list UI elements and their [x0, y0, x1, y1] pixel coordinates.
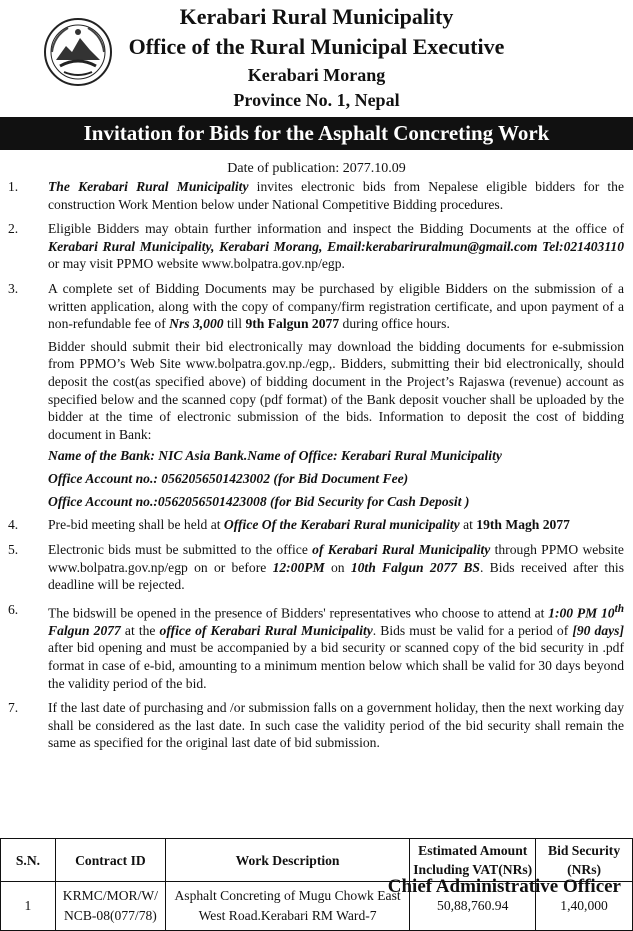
e-submission-paragraph: Bidder should submit their bid electronically may download the bidding documents for e-submission from PPMO’s Web Site www.bolpatra.gov.np./egp,. Bidders, submitting their bid electronically, should deposit the cost(as specified above) of bidding document in the Project’s Rajaswa (revenue) account as specified below and the scanned copy (pdf format) of the Bank deposit voucher shall be uploaded by the bidder at the time of electronic submission of the bids. Information to deposit the cost of bidding document in Bank:	[48, 338, 624, 442]
clause-text: during office hours.	[339, 316, 450, 332]
clause-text: invites electronic bids from Nepalese eligible bidders for the construction Work Mention below under National Competitive Bidding procedures.	[48, 179, 624, 212]
cell-estimated-amount: 50,88,760.94	[410, 882, 536, 931]
clause-number: 5.	[8, 541, 19, 557]
clause-text: on	[324, 559, 351, 575]
cell-contract-id: KRMC/MOR/W/ NCB-08(077/78)	[55, 882, 165, 931]
clause-1	[0, 178, 633, 213]
submission-time: 12:00PM	[272, 559, 325, 575]
signatory-title: Chief Administrative Officer	[387, 876, 621, 897]
cell-work-description: Asphalt Concreting of Mugu Chowk East West Road.Kerabari RM Ward-7	[165, 882, 409, 931]
clause-number: 4.	[8, 517, 19, 533]
fee-amount: Nrs 3,000	[169, 316, 224, 332]
clause-text: A complete set of Bidding Documents may be purchased by eligible Bidders on the submission of a written application, along with the copy of company/firm registration certificate, and upon payment of a non-refundable fee of	[48, 280, 624, 332]
validity-period: [90 days]	[572, 622, 624, 638]
clause-text: at	[459, 517, 477, 533]
opening-time: 1:00 PM 10	[548, 605, 615, 621]
clause-number: 2.	[8, 221, 19, 237]
municipality-name: Kerabari Rural Municipality	[179, 4, 454, 29]
notice-header	[0, 0, 633, 116]
fee-deadline: 9th Falgun 2077	[245, 316, 340, 332]
opening-venue: office of Kerabari Rural Municipality	[159, 622, 373, 638]
clause-text: The bidswill be opened in the presence of Bidders' representatives who choose to attend at	[48, 605, 549, 621]
clause-number: 7.	[8, 700, 19, 716]
opening-date: Falgun 2077	[48, 622, 121, 638]
notice-body	[0, 178, 633, 759]
meeting-venue: Office Of the Kerabari Rural municipality	[223, 517, 460, 533]
province: Province No. 1, Nepal	[233, 90, 400, 110]
clause-text: through PPMO website www.bolpatra.gov.np/egp on or before	[48, 541, 624, 575]
col-estimated-amount: Estimated Amount Including VAT(NRs)	[410, 839, 536, 882]
notice-title: Invitation for Bids for the Asphalt Concreting Work	[0, 117, 633, 150]
submission-office: of Kerabari Rural Municipality	[312, 541, 491, 557]
contact-details: Kerabari Rural Municipality, Kerabari Morang, Email:kerabariruralmun@gmail.com Tel:021403110	[48, 238, 624, 254]
office-name: Office of the Rural Municipal Executive	[128, 34, 505, 59]
clause-text: at the	[120, 622, 160, 638]
cell-bid-security: 1,40,000	[536, 882, 633, 931]
clause-text: . Bids received after this deadline will be rejected.	[48, 559, 625, 593]
clause-text: If the last date of purchasing and /or submission falls on a government holiday, then the next working day shall be considered as the last date. In such case the validity period of the bid security shall remain the same as specified for the original last date of bid submission.	[48, 700, 624, 751]
clause-3	[0, 280, 633, 333]
clause-7	[0, 699, 633, 752]
fee-account-line: Office Account no.: 0562056501423002 (for Bid Document Fee)	[48, 471, 409, 487]
submission-date: 10th Falgun 2077 BS	[350, 559, 480, 575]
clause-number: 1.	[8, 179, 19, 194]
security-account-line: Office Account no.:0562056501423008 (for Bid Security for Cash Deposit )	[48, 494, 470, 510]
bank-name-line: Name of the Bank: NIC Asia Bank.Name of Office: Kerabari Rural Municipality	[48, 448, 502, 464]
clause-text: . Bids must be valid for a period of	[372, 622, 573, 638]
publication-date: Date of publication: 2077.10.09	[227, 161, 406, 176]
clause-text-emphasis: The Kerabari Rural Municipality	[48, 179, 249, 194]
col-bid-security: Bid Security (NRs)	[536, 839, 633, 882]
clause-text: Pre-bid meeting shall be held at	[48, 517, 224, 533]
clause-text: or may visit PPMO website www.bolpatra.gov.np/egp.	[48, 256, 345, 272]
clause-4	[0, 516, 633, 534]
clause-text: Eligible Bidders may obtain further information and inspect the Bidding Documents at the office of	[48, 221, 624, 237]
clause-text: till	[223, 316, 246, 332]
meeting-date: 19th Magh 2077	[476, 517, 570, 533]
clause-5	[0, 541, 633, 594]
clause-number: 6.	[8, 601, 19, 617]
col-contract-id: Contract ID	[55, 839, 165, 882]
col-work-description: Work Description	[165, 839, 409, 882]
location: Kerabari Morang	[247, 65, 386, 85]
clause-6	[0, 601, 633, 693]
ordinal-suffix: th	[614, 602, 625, 615]
clause-number: 3.	[8, 280, 19, 296]
cell-sn: 1	[1, 882, 56, 931]
clause-text: after bid opening and must be accompanied by a bid security or scanned copy of the bid security in .pdf format in case of e-bid, amounting to a minimum mention below which shall be valid for 30 days beyond the validity period of the bid.	[48, 640, 624, 691]
col-sn: S.N.	[1, 839, 56, 882]
clause-text: Electronic bids must be submitted to the office	[48, 541, 313, 557]
clause-2	[0, 220, 633, 273]
